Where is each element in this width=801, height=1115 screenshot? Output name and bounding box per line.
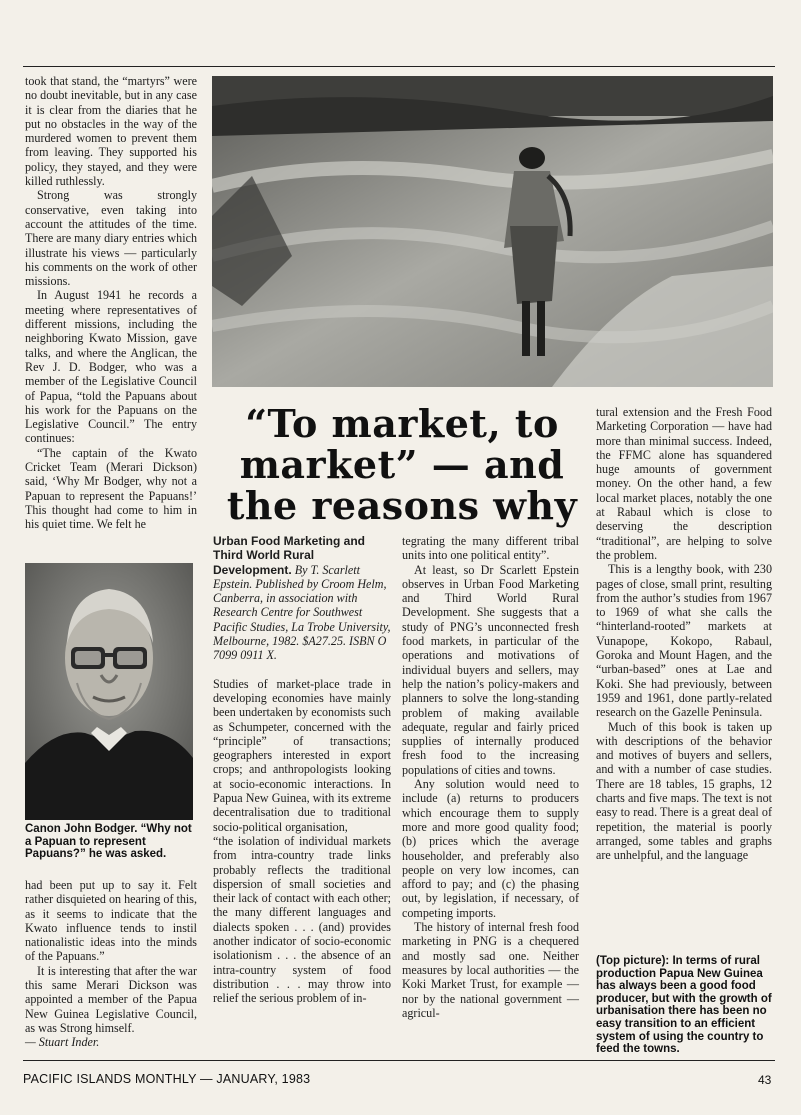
review-column-1 — [213, 534, 391, 1006]
review-paragraph: This is a lengthy book, with 230 pages of close, small print, resulting from the author’s studies from 1967 to 1969 of what she calls the “hinterland-rooted” markets at Vunapope, Kokopo, Rabaul, Goroka and Mount Hagen, and the “urban-based” ones at Lae and Koki. She had previously, between 1959 and 1961, done partly-related research on the Gazelle Peninsula. — [596, 562, 772, 720]
book-info — [213, 534, 391, 663]
article-paragraph: “The captain of the Kwato Cricket Team (Merari Dickson) said, ‘Why Mr Bodger, why not a Papuan to represent the Papuans!’ This thought had come to him in his quiet time. We felt he — [25, 445, 197, 532]
review-paragraph: Much of this book is taken up with descriptions of the behavior and motives of buyers and sellers, and with a number of case studies. There are 18 tables, 15 graphs, 12 charts and five maps. The text is not easy to read. There is a great deal of repetition, the material is poorly arranged, some tables and graphs are unhelpful, and the language — [596, 719, 772, 863]
article-paragraph: had been put up to say it. Felt rather disquieted on hearing of this, as it seems to indicate that the Kwato influence tends to instil nationalistic ideas into the minds of the Papuans.” — [25, 878, 197, 964]
publication-footer: PACIFIC ISLANDS MONTHLY — JANUARY, 1983 — [23, 1072, 311, 1086]
book-details: By T. Scarlett Epstein. Published by Croom Helm, Canberra, in association with Research Centre for Southwest Pacific Studies, La Trobe University, Melbourne, 1982. $A27.25. ISBN O 7099 0911 X. — [213, 562, 391, 663]
review-column-3 — [596, 405, 772, 863]
review-paragraph: The history of internal fresh food marketing in PNG is a chequered and mostly sad one. Neither measures by local authorities — the Koki Market Trust, for example — nor by the national government — agricul- — [402, 920, 579, 1020]
article-paragraph: took that stand, the “martyrs” were no doubt inevitable, but in any case it is clear from the diaries that he put no obstacles in the way of the murdered women to prevent them from leaving. They supported his policy, they stayed, and they were killed ruthlessly. — [25, 74, 197, 189]
top-photo — [212, 76, 773, 387]
article-paragraph: In August 1941 he records a meeting where representatives of different missions, including the neighboring Kwato Mission, gave talks, and where the Anglican, the Rev J. D. Bodger, who was a member of the Legislative Council of Papua, “told the Papuans about his work for the Papuans on the Legislative Council.” The entry continues: — [25, 288, 197, 446]
book-title: Urban Food Marketing and Third World Rural Development. — [213, 534, 366, 577]
article-column-1 — [25, 74, 197, 532]
byline: — Stuart Inder. — [25, 1035, 100, 1050]
review-paragraph: tural extension and the Fresh Food Marketing Corporation — have had more than minimal success. Indeed, the FFMC alone has squandered huge amounts of government money. On the other hand, a few local market places, notably the one at Rabaul which is close to deserving the description “traditional”, are helping to solve the problem. — [596, 405, 772, 562]
review-paragraph: tegrating the many different tribal units into one political entity”. — [402, 534, 579, 563]
bottom-rule — [23, 1060, 775, 1061]
top-photo-caption: (Top picture): In terms of rural production Papua New Guinea has always been a good food producer, but with the growth of urbanisation there has been no easy transition to an efficient system of using the country to feed the towns. — [596, 955, 772, 1056]
article-column-1-continued — [25, 878, 197, 1050]
portrait-caption: Canon John Bodger. “Why not a Papuan to represent Papuans?” he was asked. — [25, 823, 192, 861]
review-column-2 — [402, 534, 579, 1020]
top-rule — [23, 66, 775, 67]
page-number: 43 — [758, 1073, 772, 1087]
review-paragraph: At least, so Dr Scarlett Epstein observes in Urban Food Marketing and Third World Rural Development. She suggests that a study of PNG’s unconnected fresh food markets, in particular of the operations and motivations of individual buyers and sellers, may help the nation’s policy-makers and planners to solve the long-standing problem of making available adequate, regular and fairly priced supplies of internally produced fresh food to the increasing populations of cities and towns. — [402, 562, 579, 777]
review-paragraph: “the isolation of individual markets from intra-country trade links probably reflects the traditional dispersion of small societies and their lack of contact with each other; the many different languages and dialects spoken . . . (and) provides another indicator of socio-economic isolationism . . . the absence of an intra-country system of food distribution . . . may throw into relief the serious problem of in- — [213, 833, 391, 1006]
article-paragraph: Strong was strongly conservative, even taking into account the attitudes of the time. There are many diary entries which illustrate his views — particularly his comments on the work of other missions. — [25, 188, 197, 289]
review-headline: “To market, to market” — and the reasons why — [226, 401, 578, 528]
article-paragraph: It is interesting that after the war this same Merari Dickson was appointed a member of the Papua New Guinea Legislative Council, as was Strong himself. — [25, 963, 197, 1035]
review-paragraph: Studies of market-place trade in developing economies have mainly been undertaken by economists such as Schumpeter, concerned with the “principle” of transactions; geographers interested in export crops; and anthropologists looking at socio-economic interactions. In Papua New Guinea, with its extreme decentralisation due to traditional socio-political organisation, — [213, 676, 391, 834]
portrait-photo — [25, 563, 193, 820]
review-paragraph: Any solution would need to include (a) returns to producers which encourage them to supply more and more good quality food; (b) prices which the average householder, and preferably also people on very low incomes, can afford to pay; and (c) the phasing out, by legislation, if necessary, of competing imports. — [402, 777, 579, 920]
